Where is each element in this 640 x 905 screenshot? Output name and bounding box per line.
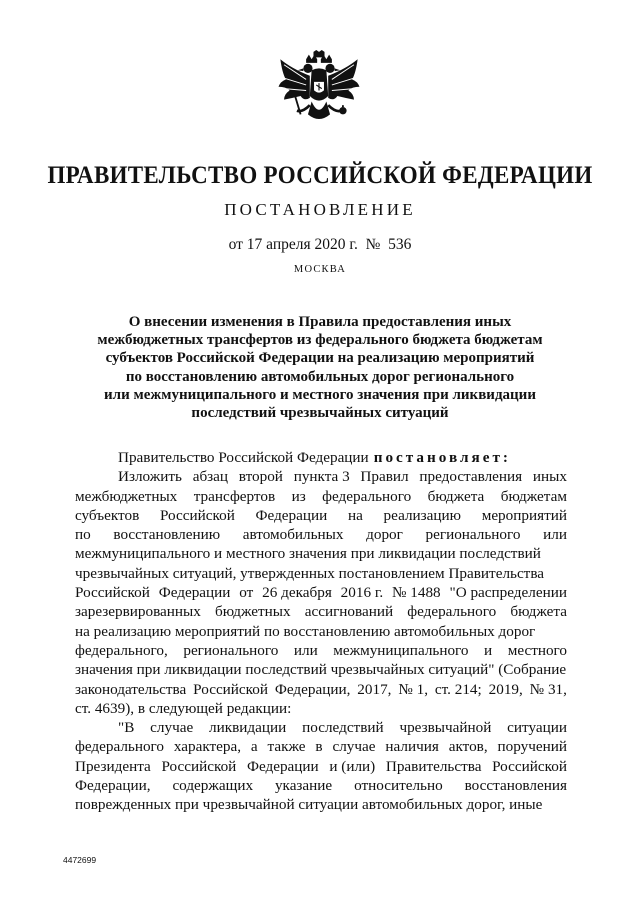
body-word: мероприятий bbox=[481, 506, 567, 524]
body-word: федерального bbox=[75, 738, 164, 756]
subject-line: по восстановлению автомобильных дорог регионального bbox=[125, 368, 515, 385]
body-word: Российской bbox=[193, 680, 269, 698]
body-word: или bbox=[543, 526, 567, 544]
body-word: предоставления bbox=[419, 468, 523, 486]
preamble-text: Правительство Российской Федерации bbox=[118, 449, 369, 466]
body-word: характера, bbox=[173, 738, 242, 756]
body-line bbox=[75, 564, 567, 583]
body-line bbox=[75, 718, 567, 737]
body-word: "В bbox=[118, 719, 135, 737]
body-word: трансфертов bbox=[193, 487, 276, 505]
decree-subject bbox=[80, 313, 560, 422]
body-word: межмуниципального и местного значения при ликвидации последствий bbox=[75, 545, 541, 563]
body-word: относительно bbox=[354, 777, 443, 795]
body-word: второй bbox=[238, 468, 283, 486]
subject-line: О внесении изменения в Правила предоставления иных bbox=[128, 314, 512, 330]
body-word: из bbox=[291, 487, 306, 505]
body-word: бюджета bbox=[427, 487, 485, 505]
body-word: восстановлению bbox=[113, 526, 221, 544]
body-word: пункта 3 bbox=[293, 468, 350, 486]
body-word: случае bbox=[332, 738, 376, 756]
government-title: ПРАВИТЕЛЬСТВО РОССИЙСКОЙ ФЕДЕРАЦИИ bbox=[47, 160, 593, 189]
subject-line: последствий чрезвычайных ситуаций bbox=[191, 405, 449, 422]
body-word: межмуниципального bbox=[333, 641, 469, 659]
body-word: регионального bbox=[425, 526, 521, 544]
body-word: федерального bbox=[407, 603, 497, 621]
body-word: Федерации bbox=[246, 757, 319, 775]
body-word: Правил bbox=[360, 468, 409, 486]
body-word: а bbox=[250, 738, 258, 756]
body-word: ассигнований bbox=[304, 603, 394, 621]
body-word: случае bbox=[150, 719, 194, 737]
body-word: бюджета bbox=[510, 603, 567, 621]
body-word: чрезвычайных ситуаций, утвержденных постановлением Правительства bbox=[75, 564, 545, 582]
body-word: законодательства bbox=[75, 680, 187, 698]
body-word: ликвидации bbox=[209, 719, 287, 737]
body-line bbox=[75, 641, 567, 660]
body-word: поручений bbox=[497, 738, 567, 756]
body-line bbox=[75, 699, 567, 718]
body-word: местного bbox=[507, 641, 567, 659]
body-word: № 31, bbox=[529, 680, 567, 698]
body-line bbox=[75, 583, 567, 602]
subject-line: межбюджетных трансфертов из федерального бюджета бюджетам bbox=[97, 332, 543, 349]
subject-line: субъектов Российской Федерации на реализацию мероприятий bbox=[105, 350, 535, 367]
decree-type: ПОСТАНОВЛЕНИЕ bbox=[224, 200, 416, 219]
body-line bbox=[75, 680, 567, 699]
preamble-line bbox=[75, 448, 567, 467]
body-word: № 1488 bbox=[391, 584, 441, 602]
body-word: бюджетных bbox=[214, 603, 291, 621]
body-word: ситуации bbox=[507, 719, 567, 737]
body-word: или bbox=[293, 641, 318, 659]
document-id: 4472699 bbox=[63, 855, 97, 865]
body-word: 26 декабря bbox=[262, 584, 332, 602]
body-word: ст. 214; bbox=[434, 680, 482, 698]
body-word: от bbox=[239, 584, 254, 602]
body-word: Российской bbox=[75, 584, 150, 602]
body-word: поврежденных при чрезвычайной ситуации автомобильных дорог, иные bbox=[75, 796, 543, 814]
body-word: 2016 г. bbox=[340, 584, 384, 602]
body-word: автомобильных bbox=[242, 526, 344, 544]
body-word: чрезвычайной bbox=[399, 719, 492, 737]
body-word: на bbox=[347, 506, 363, 524]
body-line bbox=[75, 506, 567, 525]
body-word: актов, bbox=[448, 738, 488, 756]
body-word: Президента bbox=[75, 757, 151, 775]
body-word: указание bbox=[274, 777, 333, 795]
body-word: Российской bbox=[161, 757, 237, 775]
body-word: федерального, bbox=[75, 641, 168, 659]
body-word: наличия bbox=[385, 738, 439, 756]
body-word: Федерации bbox=[158, 584, 231, 602]
body-word: восстановления bbox=[464, 777, 567, 795]
body-word: иных bbox=[532, 468, 567, 486]
body-word: "О распределении bbox=[449, 584, 567, 602]
body-word: реализацию bbox=[383, 506, 461, 524]
body-line bbox=[75, 776, 567, 795]
body-line bbox=[75, 660, 567, 679]
body-word: Правительства bbox=[385, 757, 482, 775]
decree-date-number: от 17 апреля 2020 г. № 536 bbox=[228, 236, 412, 253]
body-word: Изложить bbox=[118, 468, 182, 486]
body-word: в bbox=[315, 738, 323, 756]
body-word: содержащих bbox=[172, 777, 254, 795]
body-line bbox=[75, 525, 567, 544]
body-word: Федерации, bbox=[75, 777, 151, 795]
body-word: Федерации, bbox=[274, 680, 351, 698]
body-word: бюджетам bbox=[500, 487, 567, 505]
body-word: Российской bbox=[492, 757, 567, 775]
body-line bbox=[75, 544, 567, 563]
body-word: межбюджетных bbox=[75, 487, 178, 505]
body-word: дорог bbox=[366, 526, 403, 544]
body-word: № 1, bbox=[398, 680, 429, 698]
body-word: и (или) bbox=[329, 757, 376, 775]
body-word: Российской bbox=[159, 506, 235, 524]
body-line bbox=[75, 487, 567, 506]
body-word: зарезервированных bbox=[75, 603, 201, 621]
body-word: субъектов bbox=[75, 506, 140, 524]
subject-line: или межмуниципального и местного значения при ликвидации bbox=[104, 386, 536, 403]
body-line bbox=[75, 602, 567, 621]
body-word: федерального bbox=[322, 487, 412, 505]
city-name: МОСКВА bbox=[293, 264, 347, 275]
decree-body bbox=[75, 448, 567, 815]
body-word: на реализацию мероприятий по восстановлению автомобильных дорог bbox=[75, 622, 536, 640]
body-word: также bbox=[267, 738, 306, 756]
body-line bbox=[75, 737, 567, 756]
body-word: ст. 4639), в следующей редакции: bbox=[75, 699, 292, 717]
body-word: значения при ликвидации последствий чрезвычайных ситуаций" (Собрание bbox=[75, 661, 567, 679]
body-word: по bbox=[75, 526, 91, 544]
body-word: Федерации bbox=[255, 506, 328, 524]
body-line bbox=[75, 795, 567, 814]
body-word: и bbox=[484, 641, 493, 659]
body-line bbox=[75, 467, 567, 486]
body-word: регионального bbox=[183, 641, 279, 659]
body-word: последствий bbox=[302, 719, 384, 737]
body-line bbox=[75, 622, 567, 641]
body-word: абзац bbox=[192, 468, 229, 486]
body-line bbox=[75, 757, 567, 776]
body-word: 2019, bbox=[488, 680, 523, 698]
body-word: 2017, bbox=[357, 680, 392, 698]
preamble-emphasis: постановляет: bbox=[373, 449, 511, 466]
coat-of-arms-icon bbox=[273, 50, 365, 142]
